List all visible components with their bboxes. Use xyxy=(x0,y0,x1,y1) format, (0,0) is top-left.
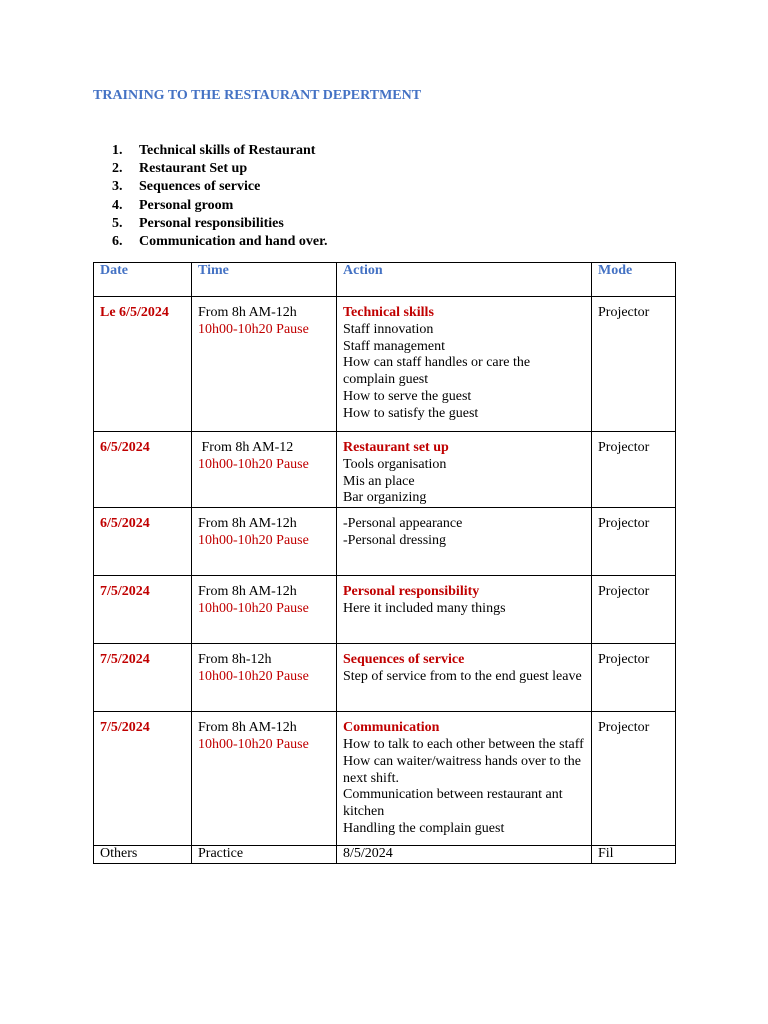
header-mode: Mode xyxy=(592,263,676,297)
action-title: Technical skills xyxy=(343,305,434,320)
time-cell: From 8h AM-12h 10h00-10h20 Pause xyxy=(192,576,337,644)
time-cell: From 8h AM-12h 10h00-10h20 Pause xyxy=(192,297,337,432)
list-item: 3. Sequences of service xyxy=(112,179,261,195)
table-row xyxy=(94,846,676,864)
table-row xyxy=(94,432,676,508)
action-cell: Sequences of service Step of service from to the end guest leave xyxy=(337,644,592,712)
table-row xyxy=(94,712,676,846)
action-cell: Technical skills Staff innovation Staff management How can staff handles or care the complain guest How to serve the guest How to satisfy the guest xyxy=(337,297,592,432)
action-cell: -Personal appearance -Personal dressing xyxy=(337,508,592,576)
pause-text: 10h00-10h20 Pause xyxy=(198,456,309,472)
date-cell: 7/5/2024 xyxy=(94,644,192,712)
training-schedule-table xyxy=(93,262,676,864)
mode-cell: Projector xyxy=(592,508,676,576)
date-cell: Le 6/5/2024 xyxy=(94,297,192,432)
pause-text: 10h00-10h20 Pause xyxy=(198,321,309,337)
pause-text: 10h00-10h20 Pause xyxy=(198,600,309,616)
pause-text: 10h00-10h20 Pause xyxy=(198,668,309,684)
time-cell: From 8h AM-12 10h00-10h20 Pause xyxy=(192,432,337,508)
action-cell: Restaurant set up Tools organisation Mis an place Bar organizing xyxy=(337,432,592,508)
date-cell: Others xyxy=(94,846,192,864)
date-cell: 6/5/2024 xyxy=(94,508,192,576)
table-header-row xyxy=(94,263,676,297)
mode-cell: Projector xyxy=(592,576,676,644)
table-row xyxy=(94,644,676,712)
time-cell: From 8h AM-12h 10h00-10h20 Pause xyxy=(192,712,337,846)
action-cell: Personal responsibility Here it included many things xyxy=(337,576,592,644)
action-title: Sequences of service xyxy=(343,652,465,668)
action-title: Communication xyxy=(343,720,440,736)
header-action: Action xyxy=(337,263,592,297)
action-title: Restaurant set up xyxy=(343,440,449,455)
list-item: 4. Personal groom xyxy=(112,197,234,213)
date-cell: 6/5/2024 xyxy=(94,432,192,508)
list-item: 1. Technical skills of Restaurant xyxy=(112,143,316,158)
header-date: Date xyxy=(94,263,192,297)
mode-cell: Fil xyxy=(592,846,676,864)
list-item: 5. Personal responsibilities xyxy=(112,215,284,231)
mode-cell: Projector xyxy=(592,297,676,432)
date-cell: 7/5/2024 xyxy=(94,712,192,846)
mode-cell: Projector xyxy=(592,712,676,846)
table-row xyxy=(94,508,676,576)
pause-text: 10h00-10h20 Pause xyxy=(198,532,309,548)
table-row xyxy=(94,297,676,432)
page-title: TRAINING TO THE RESTAURANT DEPERTMENT xyxy=(93,88,422,103)
pause-text: 10h00-10h20 Pause xyxy=(198,736,309,752)
topic-list xyxy=(112,142,328,251)
date-cell: 7/5/2024 xyxy=(94,576,192,644)
list-item: 2. Restaurant Set up xyxy=(112,161,248,177)
time-cell: From 8h AM-12h 10h00-10h20 Pause xyxy=(192,508,337,576)
time-cell: From 8h-12h 10h00-10h20 Pause xyxy=(192,644,337,712)
mode-cell: Projector xyxy=(592,432,676,508)
action-title: Personal responsibility xyxy=(343,584,480,600)
mode-cell: Projector xyxy=(592,644,676,712)
action-cell: 8/5/2024 xyxy=(337,846,592,864)
header-time: Time xyxy=(192,263,337,297)
time-cell: Practice xyxy=(192,846,337,864)
table-row xyxy=(94,576,676,644)
list-item: 6. Communication and hand over. xyxy=(112,233,328,249)
action-cell: Communication How to talk to each other between the staff How can waiter/waitress hands over to the next shift. Communication between restaurant ant kitchen Handling the complain guest xyxy=(337,712,592,846)
